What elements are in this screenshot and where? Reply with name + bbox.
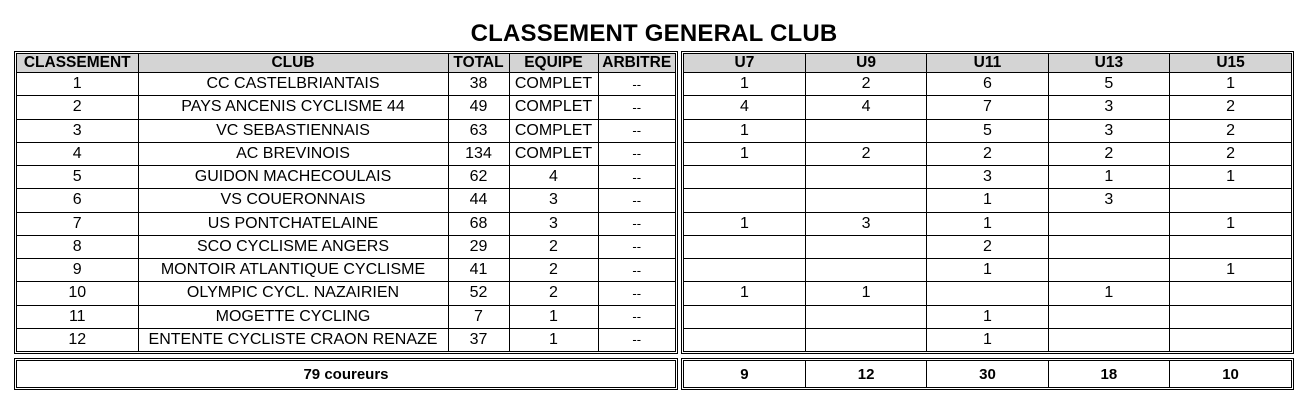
- page-title: CLASSEMENT GENERAL CLUB: [470, 20, 838, 47]
- total-cell: 134: [448, 142, 509, 165]
- total-u13: 18: [1048, 361, 1169, 387]
- arbitre-cell: --: [598, 189, 675, 212]
- u15-cell: [1170, 305, 1291, 328]
- rank-cell: 6: [17, 189, 138, 212]
- rank-cell: 4: [17, 142, 138, 165]
- u7-cell: 1: [684, 212, 805, 235]
- u9-cell: [805, 235, 926, 258]
- total-coureurs: 79 coureurs: [303, 365, 389, 383]
- u9-cell: [805, 119, 926, 142]
- total-u9: 12: [805, 361, 926, 387]
- table-row: [17, 212, 675, 235]
- equipe-cell: 2: [509, 259, 598, 282]
- arbitre-cell: --: [598, 282, 675, 305]
- u13-cell: 3: [1048, 119, 1169, 142]
- table-row: [17, 142, 675, 165]
- total-cell: 52: [448, 282, 509, 305]
- table-row: [17, 73, 675, 96]
- rank-cell: 3: [17, 119, 138, 142]
- club-cell: GUIDON MACHECOULAIS: [138, 166, 448, 189]
- table-row: [684, 282, 1291, 305]
- u7-cell: 4: [684, 96, 805, 119]
- header-club: CLUB: [138, 54, 448, 73]
- u13-cell: 2: [1048, 142, 1169, 165]
- table-row: [17, 189, 675, 212]
- equipe-cell: 3: [509, 189, 598, 212]
- table-row: [684, 235, 1291, 258]
- u7-cell: 1: [684, 142, 805, 165]
- header-classement: CLASSEMENT: [17, 54, 138, 73]
- rank-cell: 5: [17, 166, 138, 189]
- arbitre-cell: --: [598, 166, 675, 189]
- total-cell: 62: [448, 166, 509, 189]
- table-row: [684, 73, 1291, 96]
- total-u7: 9: [740, 365, 749, 383]
- rank-cell: 7: [17, 212, 138, 235]
- arbitre-cell: --: [598, 119, 675, 142]
- rank-cell: 12: [17, 328, 138, 351]
- u11-cell: 1: [927, 328, 1048, 351]
- table-row: [17, 282, 675, 305]
- u9-cell: 2: [805, 142, 926, 165]
- table-row: [17, 305, 675, 328]
- u11-cell: 1: [927, 189, 1048, 212]
- table-row: [17, 259, 675, 282]
- total-cell: 49: [448, 96, 509, 119]
- header-u9: U9: [805, 54, 926, 73]
- u13-cell: [1048, 305, 1169, 328]
- u7-cell: [684, 259, 805, 282]
- club-cell: AC BREVINOIS: [138, 142, 448, 165]
- club-cell: PAYS ANCENIS CYCLISME 44: [138, 96, 448, 119]
- u15-cell: 2: [1170, 119, 1291, 142]
- rank-cell: 2: [17, 96, 138, 119]
- u9-cell: 3: [805, 212, 926, 235]
- u13-cell: [1048, 259, 1169, 282]
- u9-cell: 2: [805, 73, 926, 96]
- club-cell: MONTOIR ATLANTIQUE CYCLISME: [138, 259, 448, 282]
- u7-cell: 1: [684, 73, 805, 96]
- table-row: [684, 305, 1291, 328]
- arbitre-cell: --: [598, 259, 675, 282]
- category-table: [681, 51, 1294, 354]
- table-row: [684, 328, 1291, 351]
- u7-cell: [684, 305, 805, 328]
- u11-cell: [927, 282, 1048, 305]
- u15-cell: 2: [1170, 142, 1291, 165]
- club-cell: US PONTCHATELAINE: [138, 212, 448, 235]
- table-row: [17, 166, 675, 189]
- club-cell: VS COUERONNAIS: [138, 189, 448, 212]
- club-cell: SCO CYCLISME ANGERS: [138, 235, 448, 258]
- u15-cell: 1: [1170, 166, 1291, 189]
- equipe-cell: COMPLET: [509, 119, 598, 142]
- u11-cell: 1: [927, 259, 1048, 282]
- u7-cell: [684, 235, 805, 258]
- equipe-cell: 2: [509, 282, 598, 305]
- table-row: [684, 212, 1291, 235]
- category-totals-box: [681, 358, 1294, 390]
- u15-cell: [1170, 328, 1291, 351]
- arbitre-cell: --: [598, 328, 675, 351]
- club-cell: CC CASTELBRIANTAIS: [138, 73, 448, 96]
- equipe-cell: COMPLET: [509, 96, 598, 119]
- total-cell: 7: [448, 305, 509, 328]
- u9-cell: [805, 166, 926, 189]
- total-cell: 38: [448, 73, 509, 96]
- arbitre-cell: --: [598, 96, 675, 119]
- table-row: [684, 142, 1291, 165]
- total-cell: 37: [448, 328, 509, 351]
- arbitre-cell: --: [598, 235, 675, 258]
- table-row: [17, 96, 675, 119]
- u11-cell: 6: [927, 73, 1048, 96]
- u11-cell: 1: [927, 305, 1048, 328]
- header-arbitre: ARBITRE: [598, 54, 675, 73]
- u15-cell: 1: [1170, 259, 1291, 282]
- u9-cell: [805, 305, 926, 328]
- equipe-cell: 1: [509, 305, 598, 328]
- total-cell: 29: [448, 235, 509, 258]
- rank-cell: 8: [17, 235, 138, 258]
- u11-cell: 2: [927, 142, 1048, 165]
- table-row: [684, 96, 1291, 119]
- header-u7: U7: [684, 54, 805, 73]
- table-row: [684, 189, 1291, 212]
- equipe-cell: COMPLET: [509, 73, 598, 96]
- u13-cell: [1048, 328, 1169, 351]
- equipe-cell: 2: [509, 235, 598, 258]
- u11-cell: 1: [927, 212, 1048, 235]
- u9-cell: [805, 328, 926, 351]
- u13-cell: [1048, 235, 1169, 258]
- u9-cell: [805, 189, 926, 212]
- u9-cell: [805, 259, 926, 282]
- table-row: [684, 119, 1291, 142]
- total-cell: 63: [448, 119, 509, 142]
- equipe-cell: 3: [509, 212, 598, 235]
- u13-cell: 3: [1048, 189, 1169, 212]
- header-u11: U11: [927, 54, 1048, 73]
- total-coureurs-box: [14, 358, 678, 390]
- table-row: [684, 259, 1291, 282]
- total-u15: 10: [1170, 361, 1291, 387]
- equipe-cell: 1: [509, 328, 598, 351]
- club-cell: ENTENTE CYCLISTE CRAON RENAZE: [138, 328, 448, 351]
- rank-cell: 9: [17, 259, 138, 282]
- u15-cell: 1: [1170, 212, 1291, 235]
- u7-cell: 1: [684, 282, 805, 305]
- u11-cell: 5: [927, 119, 1048, 142]
- u9-cell: 1: [805, 282, 926, 305]
- u11-cell: 2: [927, 235, 1048, 258]
- club-cell: VC SEBASTIENNAIS: [138, 119, 448, 142]
- u15-cell: 2: [1170, 96, 1291, 119]
- u7-cell: [684, 189, 805, 212]
- total-cell: 41: [448, 259, 509, 282]
- header-u15: U15: [1170, 54, 1291, 73]
- u7-cell: 1: [684, 119, 805, 142]
- total-cell: 68: [448, 212, 509, 235]
- table-row: [684, 166, 1291, 189]
- header-u13: U13: [1048, 54, 1169, 73]
- u13-cell: 1: [1048, 282, 1169, 305]
- total-cell: 44: [448, 189, 509, 212]
- rank-cell: 11: [17, 305, 138, 328]
- u13-cell: 5: [1048, 73, 1169, 96]
- table-row: [17, 119, 675, 142]
- club-cell: OLYMPIC CYCL. NAZAIRIEN: [138, 282, 448, 305]
- u13-cell: 1: [1048, 166, 1169, 189]
- u15-cell: 1: [1170, 73, 1291, 96]
- rank-cell: 10: [17, 282, 138, 305]
- arbitre-cell: --: [598, 212, 675, 235]
- header-total: TOTAL: [448, 54, 509, 73]
- u15-cell: [1170, 189, 1291, 212]
- u13-cell: 3: [1048, 96, 1169, 119]
- header-equipe: EQUIPE: [509, 54, 598, 73]
- right-header-row: [684, 54, 1291, 73]
- u11-cell: 3: [927, 166, 1048, 189]
- u13-cell: [1048, 212, 1169, 235]
- total-u11: 30: [927, 361, 1048, 387]
- u15-cell: [1170, 282, 1291, 305]
- club-cell: MOGETTE CYCLING: [138, 305, 448, 328]
- rank-cell: 1: [17, 73, 138, 96]
- arbitre-cell: --: [598, 73, 675, 96]
- u9-cell: 4: [805, 96, 926, 119]
- table-row: [17, 328, 675, 351]
- u7-cell: [684, 166, 805, 189]
- arbitre-cell: --: [598, 142, 675, 165]
- table-row: [17, 235, 675, 258]
- arbitre-cell: --: [598, 305, 675, 328]
- left-header-row: [17, 54, 675, 73]
- club-table: [14, 51, 678, 354]
- equipe-cell: 4: [509, 166, 598, 189]
- equipe-cell: COMPLET: [509, 142, 598, 165]
- u7-cell: [684, 328, 805, 351]
- u15-cell: [1170, 235, 1291, 258]
- u11-cell: 7: [927, 96, 1048, 119]
